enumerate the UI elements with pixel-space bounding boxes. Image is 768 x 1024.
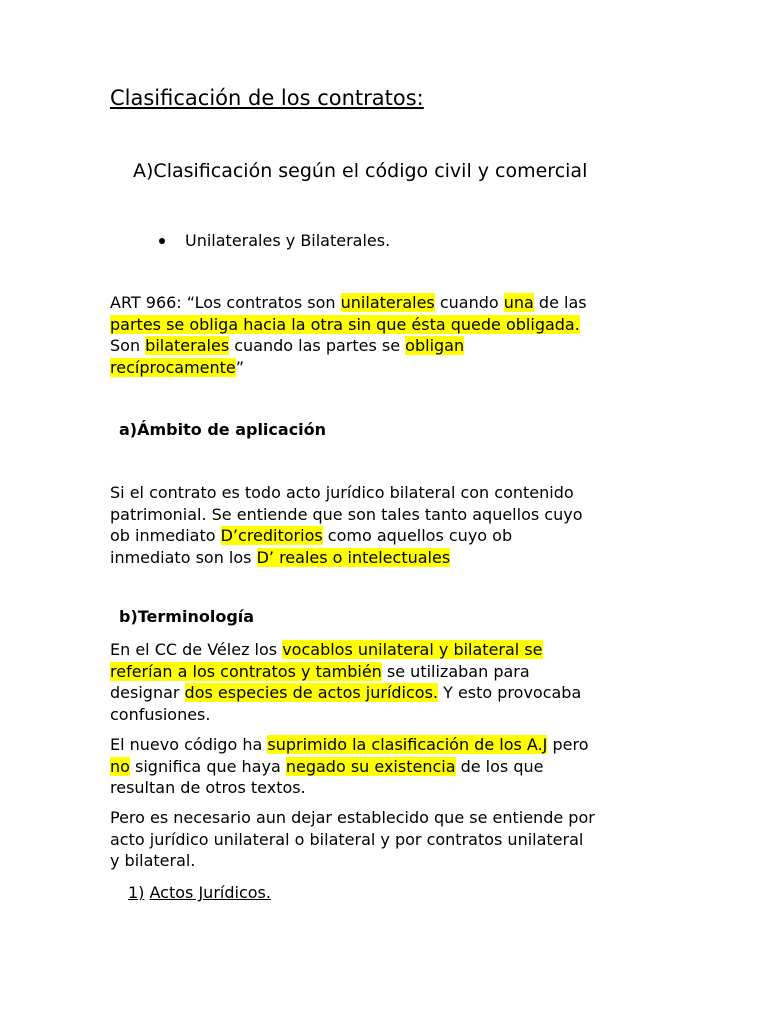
bullet-dot-icon bbox=[159, 238, 165, 244]
section-a-marker: A) bbox=[133, 160, 154, 182]
highlight: referían a los contratos y también bbox=[110, 661, 382, 681]
item-text: Actos Jurídicos. bbox=[149, 883, 271, 902]
highlight: partes se obliga hacia la otra sin que ésta quede obligada. bbox=[110, 314, 580, 334]
highlight: unilaterales bbox=[340, 293, 435, 312]
highlight: negado su existencia bbox=[285, 756, 456, 776]
highlight: D’creditorios bbox=[220, 526, 323, 545]
terminologia-paragraph-2: El nuevo código ha suprimido la clasificación de los A.J pero no significa que haya negado su existencia de los que resultan de otros textos. bbox=[110, 735, 589, 797]
ambito-paragraph: Si el contrato es todo acto jurídico bilateral con contenido patrimonial. Se entiende que son tales tanto aquellos cuyo ob inmediato D’creditorios como aquellos cuyo ob inmediato son los D’ reales o intelectuales bbox=[110, 483, 583, 567]
art-966-paragraph: ART 966: “Los contratos son unilaterales cuando una de las partes se obliga hacia la otra sin que ésta quede obligada. Son bilaterales cuando las partes se obligan recíprocamente” bbox=[110, 293, 587, 377]
subheading-terminologia: b)Terminología bbox=[119, 607, 255, 626]
section-a-heading bbox=[133, 160, 587, 182]
terminologia-paragraph-1: En el CC de Vélez los vocablos unilateral y bilateral se referían a los contratos y también se utilizaban para designar dos especies de actos jurídicos. Y esto provocaba confusiones. bbox=[110, 640, 582, 724]
section-a-text: Clasificación según el código civil y comercial bbox=[153, 160, 588, 182]
highlight: vocablos unilateral y bilateral se bbox=[282, 640, 543, 659]
highlight: suprimido la clasificación de los A.J bbox=[267, 735, 548, 754]
page-title: Clasificación de los contratos: bbox=[110, 86, 424, 110]
highlight: no bbox=[110, 756, 130, 776]
highlight: dos especies de actos jurídicos. bbox=[184, 683, 438, 702]
subheading-ambito: a)Ámbito de aplicación bbox=[119, 420, 327, 439]
highlight: D’ reales o intelectuales bbox=[256, 547, 451, 567]
numbered-item-actos bbox=[128, 882, 271, 904]
highlight: recíprocamente bbox=[110, 357, 236, 377]
highlight: una bbox=[503, 293, 534, 312]
highlight: obligan bbox=[405, 336, 465, 355]
terminologia-paragraph-3: Pero es necesario aun dejar establecido que se entiende por acto jurídico unilateral o bilateral y por contratos unilateral y bilateral. bbox=[110, 808, 595, 870]
bullet-item: Unilaterales y Bilaterales. bbox=[185, 231, 391, 250]
highlight: bilaterales bbox=[145, 336, 230, 355]
item-marker: 1) bbox=[128, 883, 145, 902]
